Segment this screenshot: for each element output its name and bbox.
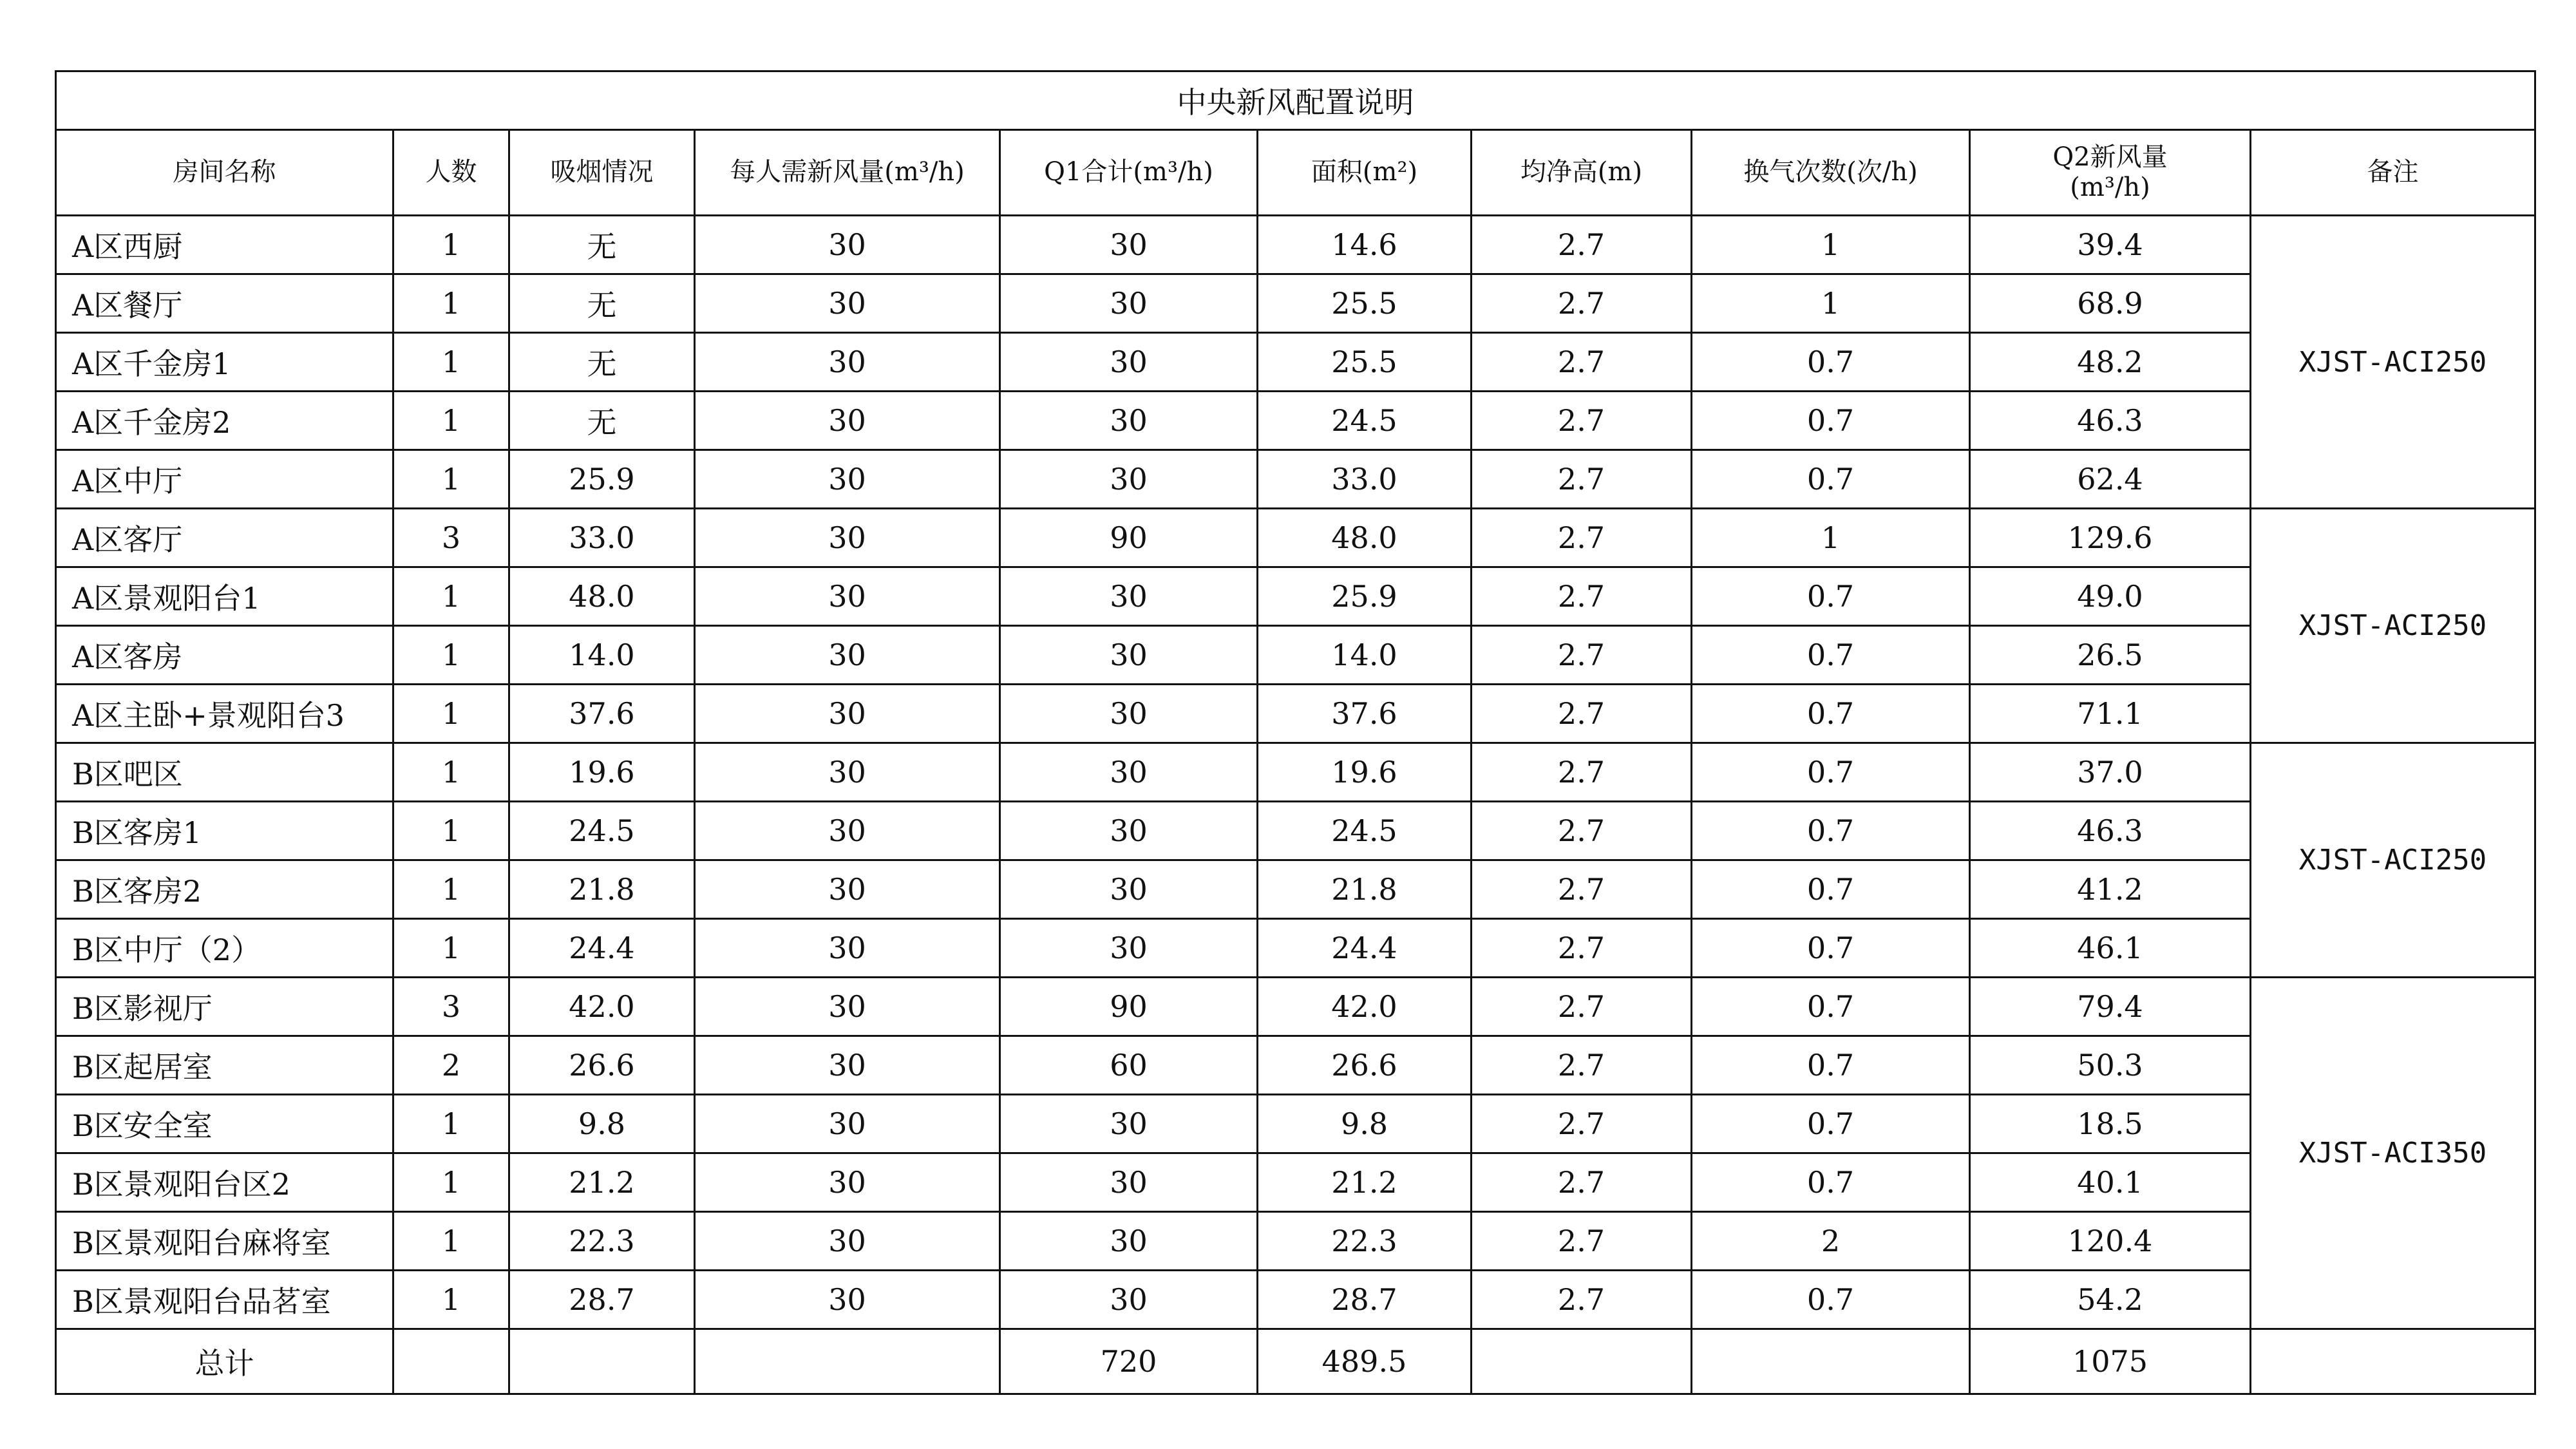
cell-air-changes: 0.7: [1692, 450, 1970, 509]
cell-area: 24.5: [1258, 802, 1472, 860]
cell-q1: 30: [1000, 333, 1258, 392]
cell-area: 21.2: [1258, 1153, 1472, 1212]
cell-per-person-air: 30: [695, 860, 1000, 919]
cell-air-changes: 0.7: [1692, 860, 1970, 919]
total-q2: 1075: [1970, 1329, 2251, 1394]
cell-q2: 49.0: [1970, 567, 2251, 626]
cell-air-changes: 0.7: [1692, 1271, 1970, 1329]
cell-area: 25.5: [1258, 333, 1472, 392]
cell-people: 3: [393, 509, 509, 567]
cell-area: 9.8: [1258, 1095, 1472, 1153]
cell-per-person-air: 30: [695, 1212, 1000, 1271]
cell-q2: 48.2: [1970, 333, 2251, 392]
cell-room-name: A区餐厅: [56, 274, 393, 333]
cell-per-person-air: 30: [695, 450, 1000, 509]
table-row: [56, 1212, 2535, 1271]
cell-smoking: 22.3: [509, 1212, 695, 1271]
cell-people: 1: [393, 860, 509, 919]
cell-q1: 30: [1000, 216, 1258, 274]
header-row: [56, 130, 2535, 216]
cell-smoking: 21.2: [509, 1153, 695, 1212]
cell-people: 1: [393, 1153, 509, 1212]
cell-net-height: 2.7: [1472, 685, 1692, 743]
cell-area: 19.6: [1258, 743, 1472, 802]
cell-remark-model: XJST-ACI250: [2251, 216, 2535, 509]
cell-remark-model: XJST-ACI250: [2251, 743, 2535, 978]
cell-people: 3: [393, 978, 509, 1036]
cell-remark-model: XJST-ACI350: [2251, 978, 2535, 1329]
cell-area: 28.7: [1258, 1271, 1472, 1329]
cell-people: 1: [393, 1095, 509, 1153]
cell-area: 22.3: [1258, 1212, 1472, 1271]
cell-net-height: 2.7: [1472, 626, 1692, 685]
cell-q2: 40.1: [1970, 1153, 2251, 1212]
cell-smoking: 无: [509, 333, 695, 392]
total-q1: 720: [1000, 1329, 1258, 1394]
cell-smoking: 28.7: [509, 1271, 695, 1329]
header-smoking: 吸烟情况: [509, 130, 695, 216]
cell-q2: 50.3: [1970, 1036, 2251, 1095]
cell-net-height: 2.7: [1472, 743, 1692, 802]
cell-smoking: 26.6: [509, 1036, 695, 1095]
cell-net-height: 2.7: [1472, 509, 1692, 567]
cell-people: 1: [393, 802, 509, 860]
cell-people: 1: [393, 1212, 509, 1271]
cell-area: 24.5: [1258, 392, 1472, 450]
cell-q1: 30: [1000, 1271, 1258, 1329]
cell-q2: 46.1: [1970, 919, 2251, 978]
cell-room-name: A区景观阳台1: [56, 567, 393, 626]
cell-per-person-air: 30: [695, 509, 1000, 567]
table-row: [56, 802, 2535, 860]
cell-people: 1: [393, 919, 509, 978]
cell-net-height: 2.7: [1472, 567, 1692, 626]
cell-room-name: B区安全室: [56, 1095, 393, 1153]
cell-net-height: 2.7: [1472, 978, 1692, 1036]
header-area: 面积(m²): [1258, 130, 1472, 216]
cell-q2: 46.3: [1970, 802, 2251, 860]
total-empty-height: [1472, 1329, 1692, 1394]
cell-net-height: 2.7: [1472, 392, 1692, 450]
cell-per-person-air: 30: [695, 919, 1000, 978]
table-title: 中央新风配置说明: [56, 71, 2535, 130]
cell-per-person-air: 30: [695, 1153, 1000, 1212]
cell-area: 14.0: [1258, 626, 1472, 685]
cell-area: 24.4: [1258, 919, 1472, 978]
cell-per-person-air: 30: [695, 1271, 1000, 1329]
cell-q1: 30: [1000, 802, 1258, 860]
cell-q1: 30: [1000, 392, 1258, 450]
cell-q2: 37.0: [1970, 743, 2251, 802]
cell-smoking: 25.9: [509, 450, 695, 509]
cell-smoking: 37.6: [509, 685, 695, 743]
cell-people: 1: [393, 274, 509, 333]
cell-air-changes: 0.7: [1692, 1095, 1970, 1153]
cell-per-person-air: 30: [695, 743, 1000, 802]
cell-room-name: A区客房: [56, 626, 393, 685]
cell-q2: 54.2: [1970, 1271, 2251, 1329]
cell-room-name: A区中厅: [56, 450, 393, 509]
cell-net-height: 2.7: [1472, 919, 1692, 978]
header-q1-total: Q1合计(m³/h): [1000, 130, 1258, 216]
cell-per-person-air: 30: [695, 274, 1000, 333]
cell-area: 25.9: [1258, 567, 1472, 626]
table-row: [56, 860, 2535, 919]
cell-remark-model: XJST-ACI250: [2251, 509, 2535, 743]
header-room-name: 房间名称: [56, 130, 393, 216]
cell-net-height: 2.7: [1472, 1153, 1692, 1212]
cell-area: 42.0: [1258, 978, 1472, 1036]
cell-q1: 30: [1000, 626, 1258, 685]
cell-smoking: 33.0: [509, 509, 695, 567]
cell-smoking: 42.0: [509, 978, 695, 1036]
cell-people: 1: [393, 743, 509, 802]
fresh-air-config-table: [55, 70, 2536, 1395]
cell-q1: 30: [1000, 567, 1258, 626]
cell-q2: 68.9: [1970, 274, 2251, 333]
cell-room-name: B区景观阳台麻将室: [56, 1212, 393, 1271]
table-row: [56, 685, 2535, 743]
cell-q2: 71.1: [1970, 685, 2251, 743]
cell-q2: 26.5: [1970, 626, 2251, 685]
total-empty-per-person: [695, 1329, 1000, 1394]
cell-q1: 90: [1000, 978, 1258, 1036]
header-q2-fresh-air: Q2新风量 (m³/h): [1970, 130, 2251, 216]
cell-people: 1: [393, 567, 509, 626]
cell-area: 48.0: [1258, 509, 1472, 567]
cell-smoking: 21.8: [509, 860, 695, 919]
cell-net-height: 2.7: [1472, 1095, 1692, 1153]
cell-q1: 30: [1000, 450, 1258, 509]
cell-people: 1: [393, 333, 509, 392]
cell-net-height: 2.7: [1472, 216, 1692, 274]
cell-net-height: 2.7: [1472, 802, 1692, 860]
cell-q1: 30: [1000, 743, 1258, 802]
cell-area: 37.6: [1258, 685, 1472, 743]
cell-smoking: 48.0: [509, 567, 695, 626]
cell-per-person-air: 30: [695, 802, 1000, 860]
cell-people: 1: [393, 392, 509, 450]
cell-room-name: B区景观阳台区2: [56, 1153, 393, 1212]
table-row: [56, 978, 2535, 1036]
table-row: [56, 919, 2535, 978]
header-people: 人数: [393, 130, 509, 216]
table-row: [56, 1095, 2535, 1153]
cell-q2: 129.6: [1970, 509, 2251, 567]
cell-q2: 39.4: [1970, 216, 2251, 274]
cell-air-changes: 0.7: [1692, 919, 1970, 978]
header-remarks: 备注: [2251, 130, 2535, 216]
cell-q2: 46.3: [1970, 392, 2251, 450]
cell-people: 1: [393, 685, 509, 743]
cell-net-height: 2.7: [1472, 1271, 1692, 1329]
table-row: [56, 333, 2535, 392]
cell-air-changes: 0.7: [1692, 392, 1970, 450]
table-row: [56, 567, 2535, 626]
cell-room-name: A区主卧+景观阳台3: [56, 685, 393, 743]
table-row: [56, 450, 2535, 509]
table-row: [56, 216, 2535, 274]
cell-q2: 120.4: [1970, 1212, 2251, 1271]
header-net-height: 均净高(m): [1472, 130, 1692, 216]
cell-smoking: 9.8: [509, 1095, 695, 1153]
cell-room-name: A区千金房2: [56, 392, 393, 450]
cell-smoking: 19.6: [509, 743, 695, 802]
cell-air-changes: 0.7: [1692, 685, 1970, 743]
cell-q1: 30: [1000, 860, 1258, 919]
cell-air-changes: 1: [1692, 274, 1970, 333]
cell-net-height: 2.7: [1472, 1212, 1692, 1271]
total-row: [56, 1329, 2535, 1394]
cell-smoking: 14.0: [509, 626, 695, 685]
cell-air-changes: 1: [1692, 509, 1970, 567]
cell-net-height: 2.7: [1472, 860, 1692, 919]
table-row: [56, 509, 2535, 567]
cell-net-height: 2.7: [1472, 450, 1692, 509]
cell-q1: 30: [1000, 685, 1258, 743]
cell-area: 21.8: [1258, 860, 1472, 919]
cell-q1: 30: [1000, 1153, 1258, 1212]
cell-room-name: B区中厅（2）: [56, 919, 393, 978]
table-row: [56, 1271, 2535, 1329]
cell-q2: 41.2: [1970, 860, 2251, 919]
cell-room-name: B区景观阳台品茗室: [56, 1271, 393, 1329]
cell-q1: 30: [1000, 274, 1258, 333]
cell-per-person-air: 30: [695, 685, 1000, 743]
cell-q2: 79.4: [1970, 978, 2251, 1036]
cell-area: 14.6: [1258, 216, 1472, 274]
cell-per-person-air: 30: [695, 216, 1000, 274]
table-row: [56, 626, 2535, 685]
cell-q1: 90: [1000, 509, 1258, 567]
cell-room-name: B区起居室: [56, 1036, 393, 1095]
cell-room-name: B区客房1: [56, 802, 393, 860]
cell-area: 33.0: [1258, 450, 1472, 509]
cell-per-person-air: 30: [695, 392, 1000, 450]
cell-per-person-air: 30: [695, 333, 1000, 392]
cell-per-person-air: 30: [695, 978, 1000, 1036]
cell-q1: 30: [1000, 1095, 1258, 1153]
cell-air-changes: 0.7: [1692, 1036, 1970, 1095]
cell-people: 1: [393, 450, 509, 509]
cell-room-name: A区千金房1: [56, 333, 393, 392]
cell-net-height: 2.7: [1472, 333, 1692, 392]
table-row: [56, 392, 2535, 450]
cell-air-changes: 1: [1692, 216, 1970, 274]
cell-people: 1: [393, 626, 509, 685]
cell-air-changes: 2: [1692, 1212, 1970, 1271]
cell-people: 2: [393, 1036, 509, 1095]
cell-smoking: 24.5: [509, 802, 695, 860]
cell-room-name: B区客房2: [56, 860, 393, 919]
cell-q2: 18.5: [1970, 1095, 2251, 1153]
header-per-person-air: 每人需新风量(m³/h): [695, 130, 1000, 216]
total-label: 总计: [56, 1329, 393, 1394]
cell-q2: 62.4: [1970, 450, 2251, 509]
total-empty-people: [393, 1329, 509, 1394]
table-row: [56, 1036, 2535, 1095]
cell-people: 1: [393, 216, 509, 274]
table-row: [56, 1153, 2535, 1212]
cell-air-changes: 0.7: [1692, 802, 1970, 860]
cell-per-person-air: 30: [695, 626, 1000, 685]
total-area: 489.5: [1258, 1329, 1472, 1394]
cell-air-changes: 0.7: [1692, 978, 1970, 1036]
cell-smoking: 无: [509, 216, 695, 274]
table-row: [56, 743, 2535, 802]
cell-air-changes: 0.7: [1692, 743, 1970, 802]
cell-smoking: 无: [509, 274, 695, 333]
cell-room-name: A区西厨: [56, 216, 393, 274]
cell-room-name: A区客厅: [56, 509, 393, 567]
cell-room-name: B区影视厅: [56, 978, 393, 1036]
cell-air-changes: 0.7: [1692, 1153, 1970, 1212]
cell-area: 26.6: [1258, 1036, 1472, 1095]
total-empty-changes: [1692, 1329, 1970, 1394]
cell-smoking: 24.4: [509, 919, 695, 978]
cell-per-person-air: 30: [695, 1095, 1000, 1153]
cell-q1: 30: [1000, 1212, 1258, 1271]
total-empty-remark: [2251, 1329, 2535, 1394]
total-empty-smoking: [509, 1329, 695, 1394]
cell-room-name: B区吧区: [56, 743, 393, 802]
cell-smoking: 无: [509, 392, 695, 450]
cell-area: 25.5: [1258, 274, 1472, 333]
cell-per-person-air: 30: [695, 567, 1000, 626]
cell-air-changes: 0.7: [1692, 626, 1970, 685]
cell-people: 1: [393, 1271, 509, 1329]
cell-net-height: 2.7: [1472, 1036, 1692, 1095]
table-row: [56, 274, 2535, 333]
cell-air-changes: 0.7: [1692, 333, 1970, 392]
cell-air-changes: 0.7: [1692, 567, 1970, 626]
cell-net-height: 2.7: [1472, 274, 1692, 333]
cell-per-person-air: 30: [695, 1036, 1000, 1095]
cell-q1: 30: [1000, 919, 1258, 978]
cell-q1: 60: [1000, 1036, 1258, 1095]
header-air-changes: 换气次数(次/h): [1692, 130, 1970, 216]
